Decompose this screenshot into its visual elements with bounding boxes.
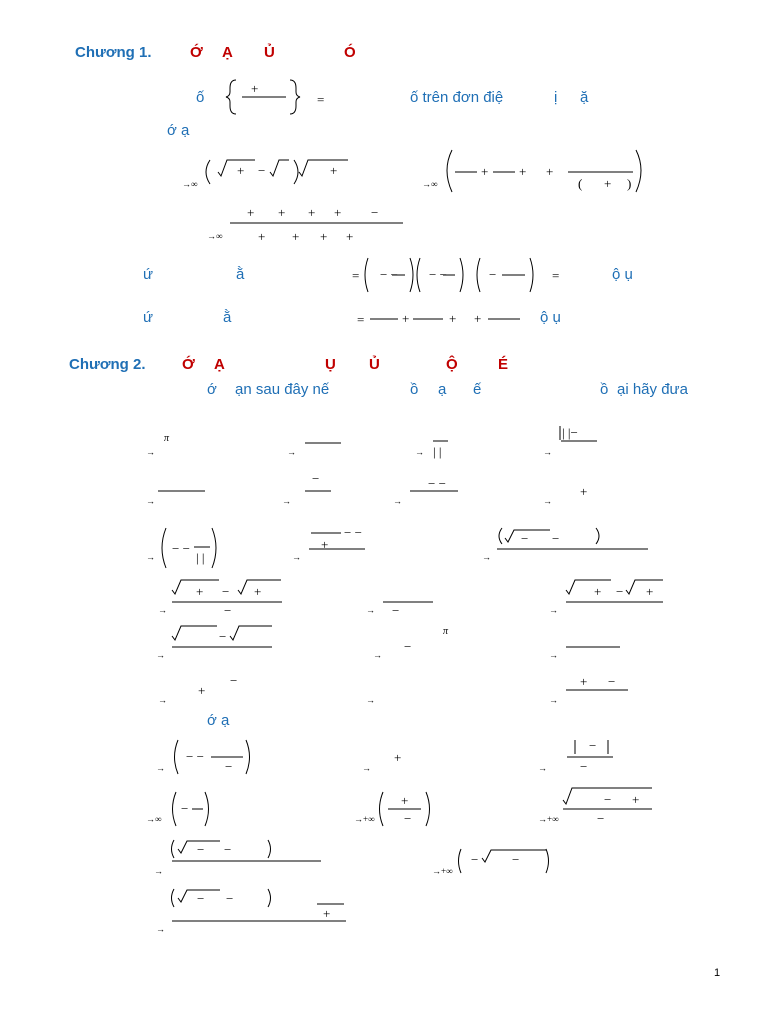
formula-symbol: − − bbox=[186, 749, 204, 764]
chapter-2-title-part: Ụ bbox=[325, 356, 336, 373]
chapter-1-label: Chương 1. bbox=[75, 44, 152, 61]
formula-symbol: − − bbox=[344, 525, 362, 540]
limit-arrow: → bbox=[366, 605, 375, 615]
ch1-line3-text: ộ ụ bbox=[612, 266, 633, 283]
formula-symbol: − bbox=[608, 674, 616, 689]
limit-arrow: → bbox=[549, 605, 558, 615]
formula-symbol: − bbox=[225, 759, 233, 774]
limit-arrow: → bbox=[156, 650, 165, 660]
formula-symbol: π bbox=[164, 433, 170, 444]
chapter-2-title-part: Ủ bbox=[369, 356, 380, 373]
formula-symbol: + bbox=[198, 683, 206, 698]
ch1-line4-text: ằ bbox=[223, 309, 232, 326]
chapter-2-title-part: É bbox=[498, 356, 509, 373]
limit-arrow: → bbox=[543, 496, 552, 506]
chapter-1-title-part: Ủ bbox=[264, 44, 275, 61]
formula-symbol: − bbox=[552, 531, 560, 546]
limit-arrow: →∞ bbox=[422, 179, 438, 189]
ch1-line3-text: ằ bbox=[236, 266, 245, 283]
formula-symbol: + bbox=[580, 484, 588, 499]
formula-symbol: + bbox=[323, 906, 331, 921]
formula-symbol: + bbox=[519, 164, 527, 179]
ch1-line1-text: ố bbox=[196, 89, 205, 106]
formula-symbol: − bbox=[489, 267, 497, 282]
formula-symbol: − bbox=[222, 584, 230, 599]
chapter-2-title-part: Ớ bbox=[182, 356, 195, 373]
ch1-line1-text: ố trên đơn điệ bbox=[410, 89, 504, 106]
ch1-line1-text: ị bbox=[554, 89, 558, 106]
limit-arrow: → bbox=[373, 650, 382, 660]
formula-symbol: − bbox=[404, 811, 412, 826]
limit-arrow: → bbox=[292, 552, 301, 562]
formula-symbol: ( bbox=[578, 176, 583, 191]
formula-symbol: + bbox=[394, 750, 402, 765]
formula-symbol: − − bbox=[380, 267, 398, 282]
formula-symbol: + bbox=[292, 229, 300, 244]
formula-symbol: + bbox=[604, 176, 612, 191]
ch2-intro-text: ồ bbox=[600, 381, 609, 398]
formula-symbol: + bbox=[251, 81, 259, 96]
formula-symbol: − bbox=[224, 603, 232, 618]
left-brace bbox=[226, 80, 236, 114]
formula-symbol: − bbox=[312, 471, 320, 486]
limit-arrow: → bbox=[538, 763, 547, 773]
formula-symbol: + bbox=[646, 584, 654, 599]
limit-arrow: → bbox=[158, 695, 167, 705]
limit-arrow: → bbox=[156, 763, 165, 773]
ch2-intro-text: ạ bbox=[438, 381, 447, 398]
ch2-intro-text: ại hãy đưa bbox=[617, 381, 688, 398]
formula-symbol: − bbox=[604, 792, 612, 807]
limit-arrow: → bbox=[287, 447, 296, 457]
formula-symbol: + bbox=[321, 537, 329, 552]
formula-symbol: − bbox=[512, 852, 520, 867]
formula-symbol: + bbox=[258, 229, 266, 244]
formula-symbol: − bbox=[197, 891, 205, 906]
formula-symbol: + bbox=[401, 793, 409, 808]
formula-symbol: − bbox=[181, 801, 189, 816]
limit-arrow: →+∞ bbox=[538, 814, 559, 824]
formula-symbol: + bbox=[594, 584, 602, 599]
ch2-intro-text: ồ bbox=[410, 381, 419, 398]
page-number: 1 bbox=[714, 967, 721, 979]
formula-symbol: + bbox=[334, 205, 342, 220]
formula-symbol: − bbox=[521, 531, 529, 546]
limit-arrow: → bbox=[482, 552, 491, 562]
formula-symbol: + bbox=[308, 205, 316, 220]
limit-arrow: → bbox=[146, 447, 155, 457]
limit-arrow: → bbox=[146, 496, 155, 506]
chapter-1-title-part: Ó bbox=[344, 44, 356, 61]
ch1-line1-text: ặ bbox=[580, 89, 589, 106]
formula-symbol: − bbox=[392, 603, 400, 618]
formula-symbol: − bbox=[580, 759, 588, 774]
ch1-line4-equals: = bbox=[357, 312, 365, 327]
formula-symbol: ) bbox=[627, 176, 632, 191]
limit-arrow: →∞ bbox=[146, 814, 162, 824]
formula-symbol: + bbox=[254, 584, 262, 599]
ch1-line3-text: ứ bbox=[143, 266, 154, 283]
limit-arrow: → bbox=[366, 695, 375, 705]
limit-arrow: → bbox=[543, 447, 552, 457]
formula-symbol: − bbox=[471, 852, 479, 867]
right-brace bbox=[290, 80, 300, 114]
formula-symbol: − bbox=[226, 891, 234, 906]
formula-symbol: + bbox=[402, 311, 410, 326]
limit-arrow: → bbox=[549, 695, 558, 705]
formula-symbol: | | bbox=[196, 550, 205, 565]
formula-symbol: − bbox=[616, 584, 624, 599]
chapter-2-label: Chương 2. bbox=[69, 356, 146, 373]
limit-arrow: →+∞ bbox=[432, 866, 453, 876]
ch1-line1-equals: = bbox=[317, 92, 325, 107]
formula-symbol: + bbox=[449, 311, 457, 326]
limit-arrow: → bbox=[362, 763, 371, 773]
limit-arrow: → bbox=[393, 496, 402, 506]
ch1-line4-text: ứ bbox=[143, 309, 154, 326]
limit-arrow: → bbox=[156, 924, 165, 934]
formula-symbol: + bbox=[474, 311, 482, 326]
formula-symbol: + bbox=[330, 163, 338, 178]
formula-symbol: + bbox=[320, 229, 328, 244]
formula-symbol: − bbox=[589, 738, 597, 753]
limit-arrow: → bbox=[415, 447, 424, 457]
formula-symbol: − bbox=[597, 811, 605, 826]
formula-symbol: + bbox=[481, 164, 489, 179]
formula-symbol: − bbox=[371, 205, 379, 220]
formula-symbol: − − bbox=[172, 541, 190, 556]
ch1-line2-text: ớ ạ bbox=[167, 122, 190, 139]
limit-arrow: → bbox=[549, 650, 558, 660]
formula-symbol: − bbox=[230, 673, 238, 688]
ch2-intro-text: ế bbox=[473, 381, 482, 398]
formula-symbol: − bbox=[219, 629, 227, 644]
ch2-intro-text: ớ bbox=[207, 381, 217, 398]
limit-arrow: → bbox=[146, 552, 155, 562]
limit-arrow: →∞ bbox=[182, 179, 198, 189]
limit-arrow: →∞ bbox=[207, 231, 223, 241]
formula-symbol: + bbox=[196, 584, 204, 599]
formula-symbol: + bbox=[247, 205, 255, 220]
formula-symbol: + bbox=[580, 674, 588, 689]
formula-symbol: + bbox=[546, 164, 554, 179]
chapter-2-title-part: Ộ bbox=[446, 356, 458, 373]
chapter-1-title-part: Ớ bbox=[190, 44, 203, 61]
formula-symbol: | |− bbox=[562, 425, 578, 440]
formula-symbol: − − bbox=[428, 476, 446, 491]
formula-symbol: − − bbox=[429, 267, 447, 282]
formula-symbol: + bbox=[346, 229, 354, 244]
formula-symbol: | | bbox=[433, 444, 442, 459]
limit-arrow: →+∞ bbox=[354, 814, 375, 824]
formula-symbol: − bbox=[197, 842, 205, 857]
chapter-2-title-part: Ạ bbox=[214, 356, 225, 373]
ch1-line4-text: ộ ụ bbox=[540, 309, 561, 326]
formula-symbol: + bbox=[632, 792, 640, 807]
ch1-line3-equals: = bbox=[352, 268, 360, 283]
formula-symbol: − bbox=[224, 842, 232, 857]
formula-symbol: π bbox=[443, 626, 449, 637]
formula-symbol: − bbox=[404, 639, 412, 654]
ch2-mid-text: ớ ạ bbox=[207, 712, 230, 729]
chapter-1-title-part: Ạ bbox=[222, 44, 233, 61]
formula-symbol: − bbox=[258, 163, 266, 178]
limit-arrow: → bbox=[282, 496, 291, 506]
ch2-intro-text: ạn sau đây nế bbox=[235, 381, 330, 398]
ch1-line3-equals: = bbox=[552, 268, 560, 283]
formula-symbol: + bbox=[237, 163, 245, 178]
limit-arrow: → bbox=[158, 605, 167, 615]
limit-arrow: → bbox=[154, 866, 163, 876]
formula-symbol: + bbox=[278, 205, 286, 220]
